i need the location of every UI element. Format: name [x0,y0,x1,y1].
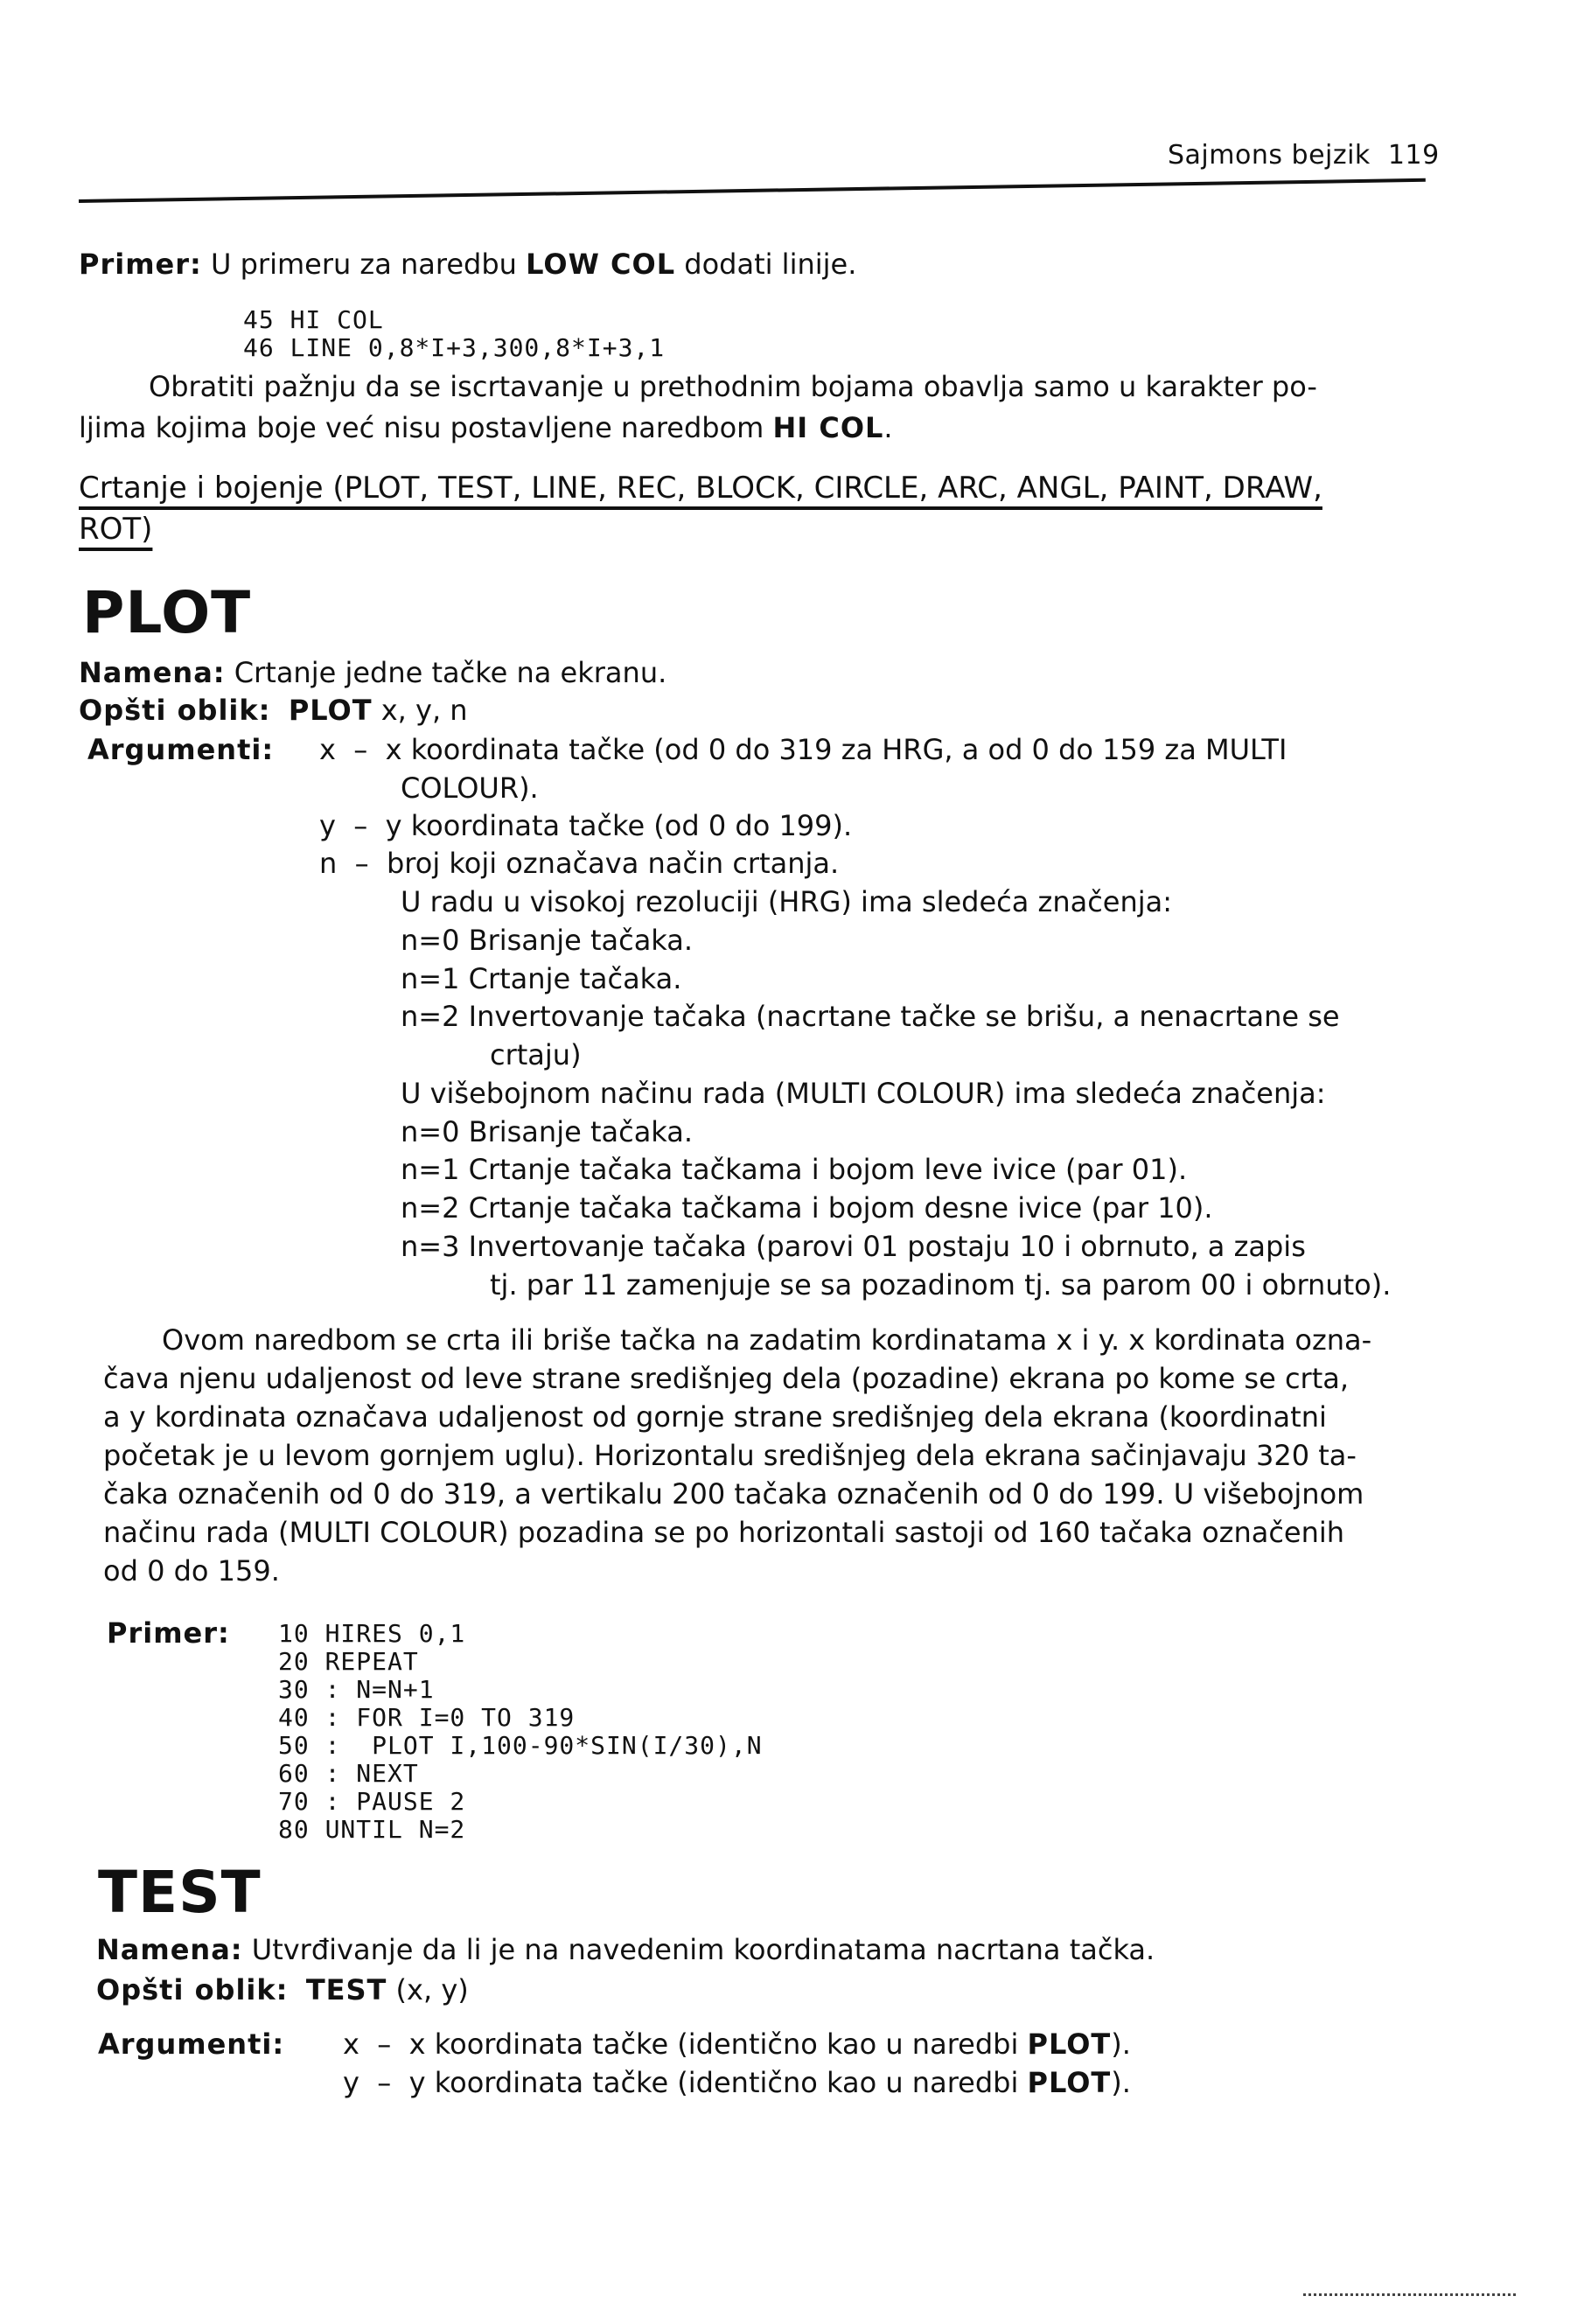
test-form-label: Opšti oblik: [96,1973,289,2006]
section-title-line1: Crtanje i bojenje (PLOT, TEST, LINE, REC, BLOCK, CIRCLE, ARC, ANGL, PAINT, DRAW, [79,471,1322,506]
plot-arg-x-continued: COLOUR). [401,771,539,805]
test-arg-y: y – y koordinata tačke (identično kao u naredbi PLOT). [343,2066,1131,2099]
test-args-label: Argumenti: [98,2027,285,2061]
intro-note-line [79,411,893,444]
plot-arg-x: x – x koordinata tačke (od 0 do 319 za HRG, a od 0 do 159 za MULTI [319,733,1287,766]
intro-note-text: ljima kojima boje već nisu postavljene naredbom [79,411,764,444]
plot-multi-intro: U višebojnom načinu rada (MULTI COLOUR) ima sledeća značenja: [401,1077,1326,1110]
plot-multi-mode: n=0 Brisanje tačaka. [401,1115,694,1148]
test-heading: TEST [98,1859,262,1926]
plot-hrg-intro: U radu u visokoj rezoluciji (HRG) ima sledeća značenja: [401,885,1173,918]
plot-hrg-mode: n=0 Brisanje tačaka. [401,924,694,957]
plot-description-line: od 0 do 159. [103,1554,280,1588]
test-form-args: (x, y) [395,1973,469,2006]
plot-multi-mode: n=3 Invertovanje tačaka (parovi 01 postaju 10 i obrnuto, a zapis [401,1230,1306,1263]
plot-description-line: početak je u levom gornjem uglu). Horizontalu središnjeg dela ekrana sačinjavaju 320 ta- [103,1439,1357,1472]
plot-code-line: 70 : PAUSE 2 [278,1787,466,1816]
header-rule [79,178,1426,203]
section-title-line2: ROT) [79,512,153,547]
intro-note-end: . [883,411,893,444]
test-arg-x: x – x koordinata tačke (identično kao u naredbi PLOT). [343,2027,1131,2061]
plot-code-line: 60 : NEXT [278,1759,419,1788]
running-header [1168,140,1440,171]
plot-form-keyword: PLOT [288,694,373,727]
plot-hrg-mode: n=1 Crtanje tačaka. [401,962,682,995]
plot-purpose-label: Namena: [79,656,226,689]
test-purpose [96,1933,1155,1966]
plot-code-line: 50 : PLOT I,100-90*SIN(I/30),N [278,1731,763,1760]
plot-description-line: Ovom naredbom se crta ili briše tačka na zadatim kordinatama x i y. x kordinata ozna- [162,1323,1372,1357]
section-title [79,468,1426,550]
intro-note-line: Obratiti pažnju da se iscrtavanje u prethodnim bojama obavlja samo u karakter po- [149,370,1317,403]
plot-code-line: 80 UNTIL N=2 [278,1815,466,1844]
intro-example-keyword: LOW COL [526,248,676,281]
intro-code-line: 45 HI COL [243,305,384,334]
plot-description-line: čava njenu udaljenost od leve strane središnjeg dela (pozadine) ekrana po kome se crta, [103,1362,1350,1395]
plot-form-args: x, y, n [380,694,468,727]
plot-description-line: a y kordinata označava udaljenost od gornje strane središnjeg dela ekrana (koordinatni [103,1400,1327,1434]
plot-heading: PLOT [82,579,252,646]
plot-purpose [79,656,666,689]
test-purpose-text: Utvrđivanje da li je na navedenim koordinatama nacrtana tačka. [251,1933,1155,1966]
test-form [96,1973,469,2006]
plot-hrg-mode-continued: crtaju) [490,1038,582,1071]
plot-arg-n: n – broj koji označava način crtanja. [319,847,840,880]
intro-example-text-after: dodati linije. [684,248,857,281]
plot-description-line: načinu rada (MULTI COLOUR) pozadina se po horizontali sastoji od 160 tačaka označenih [103,1516,1345,1549]
plot-multi-mode-continued: tj. par 11 zamenjuje se sa pozadinom tj. sa parom 00 i obrnuto). [490,1268,1392,1302]
plot-arg-y: y – y koordinata tačke (od 0 do 199). [319,809,853,842]
plot-form-label: Opšti oblik: [79,694,271,727]
plot-example-label: Primer: [107,1616,230,1650]
plot-code-line: 10 HIRES 0,1 [278,1619,466,1648]
plot-args-label: Argumenti: [87,733,275,766]
plot-multi-mode: n=1 Crtanje tačaka tačkama i bojom leve ivice (par 01). [401,1153,1188,1186]
plot-purpose-text: Crtanje jedne tačke na ekranu. [234,656,667,689]
intro-example-label: Primer: [79,248,202,281]
plot-multi-mode: n=2 Crtanje tačaka tačkama i bojom desne ivice (par 10). [401,1191,1213,1225]
test-form-keyword: TEST [305,1973,387,2006]
plot-code-line: 40 : FOR I=0 TO 319 [278,1703,576,1732]
test-purpose-label: Namena: [96,1933,243,1966]
page-number: 119 [1387,140,1440,171]
running-title: Sajmons bejzik [1168,140,1371,171]
plot-code-line: 30 : N=N+1 [278,1675,435,1704]
intro-example-line [79,248,856,281]
intro-note-keyword: HI COL [772,411,884,444]
plot-form [79,694,468,727]
plot-code-line: 20 REPEAT [278,1647,419,1676]
plot-description-line: čaka označenih od 0 do 319, a vertikalu 200 tačaka označenih od 0 do 199. U višebojnom [103,1477,1364,1511]
intro-code-line: 46 LINE 0,8*I+3,300,8*I+3,1 [243,333,666,362]
intro-example-text-before: U primeru za naredbu [211,248,517,281]
scan-artifact [1303,2293,1518,2296]
plot-hrg-mode: n=2 Invertovanje tačaka (nacrtane tačke se brišu, a nenacrtane se [401,1000,1340,1033]
